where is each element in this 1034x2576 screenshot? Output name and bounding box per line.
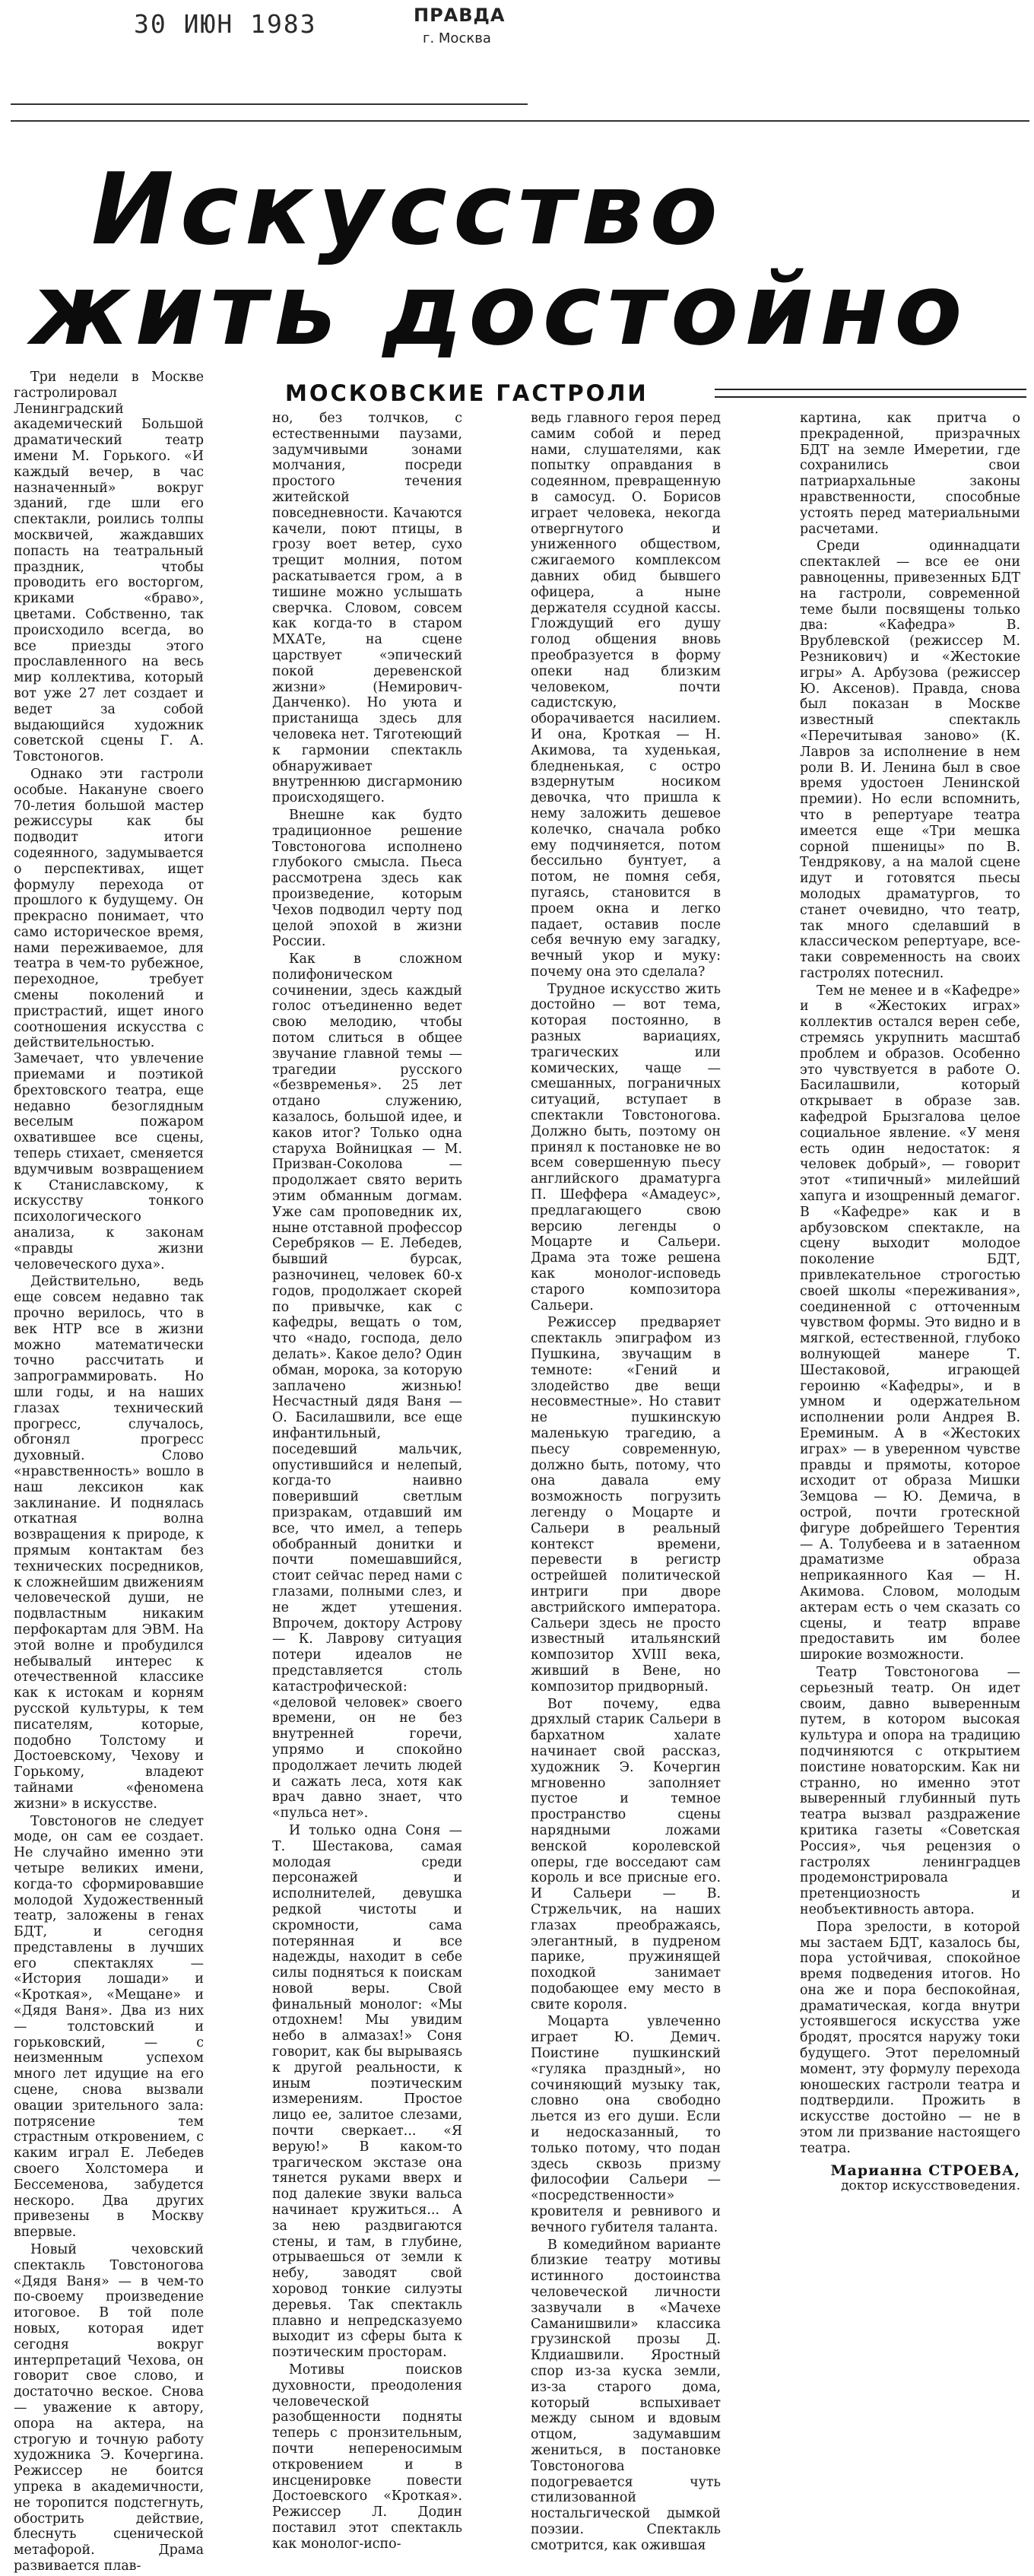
paragraph: Пора зрелости, в которой мы застаем БДТ, казалось бы, пора устойчивая, спокойное время подведения итогов. Но она же и пора беспокойная, драматическая, когда внутри устоявшегося искусства уже бродят, просятся наружу токи будущего. Этот переломный момент, эту формулу перехода юношеских гастроли театра и подтвердили. Прожить в искусстве достойно — не в этом ли призвание настоящего театра. [800, 1919, 1020, 2156]
article-column-2 [272, 411, 462, 2554]
paragraph: Однако эти гастроли особые. Накануне своего 70-летия большой мастер режиссуры как бы подводит итоги содеянного, задумывается о перспективах, ищет формулу перехода от прошлого к будущему. Он прекрасно понимает, что само историческое время, нами переживаемое, для театра в чем-то рубежное, переходное, требует смены поколений и пристрастий, ищет иного соотношения искусства с действительностью. Замечает, что увлечение приемами и поэтикой брехтовского театра, еще недавно безоглядным веселым пожаром охватившее все сцены, теперь стихает, сменяется вдумчивым возвращением к Станиславскому, к искусству тонкого психологического анализа, к законам «правды жизни человеческого духа». [14, 766, 204, 1272]
article-column-3 [531, 411, 721, 2555]
paragraph: Мотивы поисков духовности, преодоления человеческой разобщенности подняты теперь с пронзительным, почти непереносимым откровением и в инсценировке повести Достоевского «Кроткая». Режиссер Л. Додин поставил этот спектакль как монолог-испо- [272, 2362, 462, 2552]
paragraph: Как в сложном полифоническом сочинении, здесь каждый голос отъединенно ведет свою мелодию, чтобы потом слиться в общее звучание главной темы — трагедии русского «безвременья». 25 лет отдано служению, казалось, большой идее, и каков итог? Только одна старуха Войницкая — М. Призван-Соколова — продолжает свято верить этим обманным догмам. Уже сам проповедник их, ныне отставной профессор Серебряков — Е. Лебедев, бывший бурсак, разночинец, человек 60-х годов, продолжает скорей по привычке, как с кафедры, вещать о том, что «надо, господа, дело делать». Какое дело? Один обман, морока, за которую заплачено жизнью! Несчастный дядя Ваня — О. Басилашвили, все еще инфантильный, поседевший мальчик, опустившийся и нелепый, когда-то наивно поверивший светлым призракам, отдавший им все, что имел, а теперь обобранный донитки и почти помешавшийся, стоит сейчас перед нами с глазами, полными слез, и не ждет утешения. Впрочем, доктору Астрову — К. Лаврову ситуация потери идеалов не представляется столь катастрофической: «деловой человек» своего времени, он не без внутренней горечи, упрямо и спокойно продолжает лечить людей и сажать леса, хотя как врач давно знает, что «пульса нет». [272, 951, 462, 1822]
paragraph: Режиссер предваряет спектакль эпиграфом из Пушкина, звучащим в темноте: «Гений и злодейство две вещи несовместные». Но ставит не пушкинскую маленькую трагедию, а пьесу современную, должно быть, потому, что она давала ему возможность погрузить легенду о Моцарте и Сальери в реальный контекст времени, перевести в регистр острейшей политической интриги при дворе австрийского императора. Сальери здесь не просто известный итальянский композитор XVIII века, живший в Вене, но композитор придворный. [531, 1315, 721, 1695]
headline-line-2: жить достойно [30, 252, 969, 367]
author-title: доктор искусствоведения. [841, 2178, 1020, 2194]
paragraph: картина, как притча о прекраденной, призрачных БДТ на земле Имеретии, где сохранились свои патриархальные законы нравственности, способные устоять перед материальными расчетами. [800, 411, 1020, 537]
paragraph: Новый чеховский спектакль Товстоногова «Дядя Ваня» — в чем-то по-своему произведение итоговое. В той поле новых, которая идет сегодня вокруг интерпретаций Чехова, он говорит свое слово, и достаточно веское. Снова — уважение к автору, опора на актера, на строгую и точную работу художника Э. Кочергина. Режиссер не боится упрека в академичности, не торопится подстегнуть, обострить действие, блеснуть сценической метафорой. Драма развивается плав- [14, 2242, 204, 2574]
paragraph: Театр Товстоногова — серьезный театр. Он идет своим, давно выверенным путем, в котором высокая культура и опора на традицию подчиняются с открытием поистине новаторским. Как ни странно, но именно этот выверенный глубинный путь театра вызвал раздражение критика газеты «Советская Россия», чья рецензия о гастролях ленинградцев продемонстрировала претенциозность и необъективность автора. [800, 1664, 1020, 1917]
paragraph: В комедийном варианте близкие театру мотивы истинного достоинства человеческой личности зазвучали в «Мачехе Саманишвили» классика грузинской прозы Д. Клдиашвили. Яростный спор из-за куска земли, из-за старого дома, который вспыхивает между сыном и вдовым отцом, задумавшим жениться, в постановке Товстоногова подогревается чуть стилизованной ностальгической дымкой поэзии. Спектакль смотрится, как ожившая [531, 2237, 721, 2553]
paragraph: Товстоногов не следует моде, он сам ее создает. Не случайно именно эти четыре великих имени, когда-то сформировавшие молодой Художественный театр, заложены в генах БДТ, и сегодня представлены в лучших его спектаклях — «История лошади» и «Кроткая», «Мещане» и «Дядя Ваня». Два из них — толстовский и горьковский, — с неизменным успехом много лет идущие на его сцене, снова вызвали овации зрительного зала: потрясение тем страстным откровением, с каким играл Е. Лебедев своего Холстомера и Бессеменова, забудется нескоро. Два других привезены в Москву впервые. [14, 1813, 204, 2241]
paragraph: Вот почему, едва дряхлый старик Сальери в бархатном халате начинает свой рассказ, художник Э. Кочергин мгновенно заполняет пустое и темное пространство сцены нарядными ложами венской королевской оперы, где восседают сам король и все присные его. И Сальери — В. Стржельчик, на наших глазах преображаясь, элегантный, в пудреном парике, пружинящей походкой занимает подобающее ему место в свите короля. [531, 1696, 721, 2012]
article-column-1 [14, 370, 204, 2576]
paragraph: Трудное искусство жить достойно — вот тема, которая постоянно, в разных вариациях, трагических или комических, чаще — смешанных, пограничных ситуаций, вступает в спектакли Товстоногова. Должно быть, поэтому он принял к постановке не во всем совершенную пьесу английского драматурга П. Шеффера «Амадеус», предлагающего свою версию легенды о Моцарте и Сальери. Драма эта тоже решена как монолог-исповедь старого композитора Сальери. [531, 981, 721, 1313]
date-stamp: 30 ИЮН 1983 [134, 9, 317, 39]
headline-line-1: Искусство [91, 151, 724, 267]
paragraph: Среди одиннадцати спектаклей — все ее они равноценны, привезенных БДТ на гастроли, современной теме были посвящены только два: «Кафедра» В. Врублевской (режиссер М. Резникович) и «Жестокие игры» А. Арбузова (режиссер Ю. Аксенов). Правда, снова был показан в Москве известный спектакль «Перечитывая заново» (К. Лавров за исполнение в нем роли В. И. Ленина был в свое время удостоен Ленинской премии). Но если вспомнить, что в репертуаре театра имеется еще «Три мешка сорной пшеницы» по В. Тендрякову, а на малой сцене идут и готовятся пьесы молодых драматургов, то станет очевидно, что театр, так много сделавший в классическом репертуаре, все-таки современность на своих гастролях потеснил. [800, 538, 1020, 981]
rubric-double-rule [715, 389, 1026, 398]
author-name: Марианна СТРОЕВА, [830, 2161, 1020, 2179]
paragraph: Внешне как будто традиционное решение Товстоногова исполнено глубокого смысла. Пьеса рассмотрена здесь как произведение, которым Чехов подводил черту под целой эпохой в жизни России. [272, 807, 462, 950]
newspaper-name: ПРАВДА [414, 5, 506, 26]
top-rule [11, 103, 528, 105]
author-signature [800, 2163, 1020, 2195]
paragraph: но, без толчков, с естественными паузами, задумчивыми зонами молчания, посреди простого течения житейской повседневности. Качаются качели, поют птицы, в грозу воет ветер, сухо трещит молния, потом раскатывается гром, а в тишине можно услышать сверчка. Словом, совсем как когда-то в старом МХАТе, на сцене царствует «эпический покой деревенской жизни» (Немирович-Данченко). Но уюта и пристанища здесь для человека нет. Тяготеющий к гармонии спектакль обнаруживает внутреннюю дисгармонию происходящего. [272, 411, 462, 806]
paragraph: Три недели в Москве гастролировал Ленинградский академический Большой драматический театр имени М. Горького. «И каждый вечер, в час назначенный» вокруг зданий, где шли его спектакли, роились толпы москвичей, жаждавших попасть на театральный праздник, чтобы проводить его восторгом, криками «браво», цветами. Собственно, так происходило всегда, во все приезды этого прославленного на весь мир коллектива, который вот уже 27 лет создает и ведет за собой выдающийся художник советской сцены Г. А. Товстоногов. [14, 370, 204, 765]
paragraph: Действительно, ведь еще совсем недавно так прочно верилось, что в век НТР все в жизни можно математически точно рассчитать и запрограммировать. Но шли годы, и на наших глазах технический прогресс, случалось, обгонял прогресс духовный. Слово «нравственность» вошло в наш лексикон как заклинание. И поднялась откатная волна возвращения к природе, к прямым контактам без технических посредников, к сложнейшим движениям человеческой души, не подвластным никаким перфокартам для ЭВМ. На этой волне и пробудился небывалый интерес к отечественной классике как к истокам и корням русской культуры, к тем писателям, которые, подобно Толстому и Достоевскому, Чехову и Горькому, владеют тайнами «феномена жизни» в искусстве. [14, 1274, 204, 1812]
paragraph: Тем не менее и в «Кафедре» и в «Жестоких играх» коллектив остался верен себе, стремясь укрупнить масштаб проблем и образов. Особенно это чувствуется в работе О. Басилашвили, который открывает в образе зав. кафедрой Брызгалова целое социальное явление. «У меня есть один недостаток: я человек добрый», — говорит этот «типичный» милейший хапуга и изощренный демагог. В «Кафедре» как и в арбузовском спектакле, на сцену выходит молодое поколение БДТ, привлекательное строгостью своей школы «переживания», соединенной с отточенным чувством формы. Это видно и в мягкой, естественной, глубоко волнующей манере Т. Шестаковой, играющей героиню «Кафедры», и в умном и одержательном исполнении роли Андрея В. Ереминым. А в «Жестоких играх» — в уверенном чувстве правды и прямоты, которое исходит от образа Мишки Земцова — Ю. Демича, в острой, почти гротескной фигуре добрейшего Терентия — А. Толубеева и в затаенном драматизме образа неприкаянного Кая — Н. Акимова. Словом, молодым актерам есть о чем сказать со сцены, и театр вправе предоставить им более широкие возможности. [800, 983, 1020, 1663]
second-rule [11, 120, 1029, 122]
paragraph: И только одна Соня — Т. Шестакова, самая молодая среди персонажей и исполнителей, девушка редкой чистоты и скромности, сама потерянная и все надежды, находит в себе силы подняться к поискам новой веры. Свой финальный монолог: «Мы отдохнем! Мы увидим небо в алмазах!» Соня говорит, как бы вырываясь к другой реальности, к иным поэтическим измерениям. Простое лицо ее, залитое слезами, почти сверкает... «Я верую!» В каком-то трагическом экстазе она тянется руками вверх и под далекие звуки вальса начинает кружиться... А за нею раздвигаются стены, и там, в глубине, отрываешься от земли к небу, заводят свой хоровод тонкие силуэты деревья. Так спектакль плавно и непредсказуемо выходит из сферы быта к поэтическим просторам. [272, 1822, 462, 2361]
newspaper-city: г. Москва [423, 30, 491, 46]
paragraph: ведь главного героя перед самим собой и перед нами, слушателями, как попытку оправдания в содеянном, превращенную в самосуд. О. Борисов играет человека, некогда отвергнутого и униженного обществом, сжигаемого комплексом давних обид бывшего офицера, а ныне держателя ссудной кассы. Глождущий его душу голод общения вновь преобразуется в форму опеки над близким человеком, почти садистскую, оборачивается насилием. И она, Кроткая — Н. Акимова, та худенькая, бледненькая, с остро вздернутым носиком девочка, что пришла к нему заложить дешевое колечко, сначала робко ему подчиняется, потом бессильно бунтует, а потом, не помня себя, пугаясь, становится в проем окна и легко падает, оставив после себя вечную ему загадку, вечный укор и муку: почему она это сделала? [531, 411, 721, 980]
paragraph: Моцарта увлеченно играет Ю. Демич. Поистине пушкинский «гуляка праздный», но сочиняющий музыку так, словно она свободно льется из его души. Если и недосказанный, то только потому, что подан здесь сквозь призму философии Сальери — «посредственности» кровителя и ревнивого и вечного губителя таланта. [531, 2014, 721, 2235]
article-column-4 [800, 411, 1020, 2194]
rubric-label: МОСКОВСКИЕ ГАСТРОЛИ [285, 380, 649, 406]
